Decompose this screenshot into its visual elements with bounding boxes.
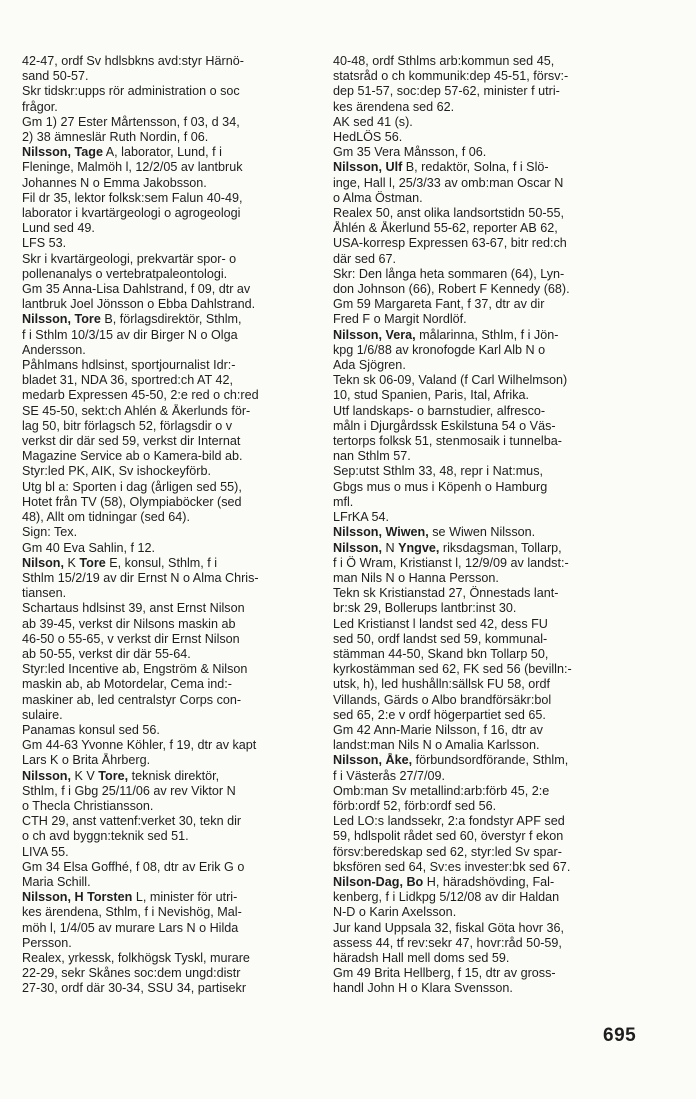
entry-text: teknisk direktör, xyxy=(128,768,220,783)
entry-text: Utg bl a: Sporten i dag (årligen sed 55), xyxy=(22,479,242,494)
right-column-line xyxy=(333,677,636,692)
right-column-line xyxy=(333,617,636,632)
entry-name: Nilsson, Tore xyxy=(22,312,101,327)
right-column-line xyxy=(333,541,636,556)
left-column-line xyxy=(22,921,320,936)
left-column-line xyxy=(22,905,320,920)
right-column-line xyxy=(333,191,636,206)
entry-text: Lars K o Brita Åhrberg. xyxy=(22,753,151,768)
entry-text: N xyxy=(382,540,399,555)
left-column-line xyxy=(22,312,320,327)
entry-text: mfl. xyxy=(333,494,354,509)
left-column-line xyxy=(22,723,320,738)
right-column-line xyxy=(333,464,636,479)
left-column-line xyxy=(22,495,320,510)
entry-text: Andersson. xyxy=(22,342,86,357)
left-column-line xyxy=(22,84,320,99)
right-column-line xyxy=(333,981,636,996)
right-column xyxy=(333,54,636,997)
left-column-line xyxy=(22,738,320,753)
right-column-line xyxy=(333,966,636,981)
entry-text: Led Kristianst l landst sed 42, dess FU xyxy=(333,616,548,631)
entry-text: 42-47, ordf Sv hdlsbkns avd:styr Härnö- xyxy=(22,54,244,68)
entry-text: o ch avd byggn:teknik sed 51. xyxy=(22,829,189,844)
right-column-line xyxy=(333,145,636,160)
entry-text: kyrkostämman sed 62, FK sed 56 (bevilln:- xyxy=(333,662,572,677)
right-column-line xyxy=(333,328,636,343)
right-column-line xyxy=(333,176,636,191)
entry-text: 46-50 o 55-65, v verkst dir Ernst Nilson xyxy=(22,631,240,646)
entry-text: Led LO:s landssekr, 2:a fondstyr APF sed xyxy=(333,814,565,829)
entry-text: sand 50-57. xyxy=(22,69,89,84)
entry-text: 27-30, ordf där 30-34, SSU 34, partisekr xyxy=(22,981,247,996)
entry-text: kes ärendena, Sthlm, f i Nevishög, Mal- xyxy=(22,905,242,920)
right-column-line xyxy=(333,890,636,905)
right-column-line xyxy=(333,297,636,312)
left-column-line xyxy=(22,434,320,449)
entry-text: o Thecla Christiansson. xyxy=(22,798,154,813)
left-column-line xyxy=(22,860,320,875)
entry-text: nan Sthlm 57. xyxy=(333,449,411,464)
entry-name: Nilsson, Ulf xyxy=(333,160,403,175)
entry-text: Påhlmans hdlsinst, sportjournalist Idr:- xyxy=(22,358,236,373)
entry-name: Tore xyxy=(79,555,106,570)
entry-name: Yngve, xyxy=(398,540,440,555)
right-column-line xyxy=(333,312,636,327)
entry-text: f i Ö Wram, Kristianst l, 12/9/09 av landst:- xyxy=(333,555,569,570)
entry-text: don Johnson (66), Robert F Kennedy (68). xyxy=(333,282,570,297)
entry-text: Johannes N o Emma Jakobsson. xyxy=(22,175,207,190)
entry-text: sed 50, ordf landst sed 59, kommunal- xyxy=(333,631,548,646)
left-column-line xyxy=(22,845,320,860)
left-column-line xyxy=(22,373,320,388)
left-column-line xyxy=(22,221,320,236)
left-column-line xyxy=(22,890,320,905)
left-column-line xyxy=(22,419,320,434)
left-column-line xyxy=(22,480,320,495)
entry-text: o Alma Östman. xyxy=(333,190,423,205)
right-column-line xyxy=(333,419,636,434)
entry-text: ab 39-45, verkst dir Nilsons maskin ab xyxy=(22,616,236,631)
entry-text: 48), Allt om tidningar (sed 64). xyxy=(22,510,190,525)
right-column-line xyxy=(333,343,636,358)
left-column-line xyxy=(22,541,320,556)
entry-text: H, häradshövding, Fal- xyxy=(423,874,555,889)
entry-text: Sep:utst Sthlm 33, 48, repr i Nat:mus, xyxy=(333,464,543,479)
entry-text: statsråd o ch kommunik:dep 45-51, försv:- xyxy=(333,69,569,84)
left-column-line xyxy=(22,647,320,662)
entry-text: Sthlm 15/2/19 av dir Ernst N o Alma Chris- xyxy=(22,570,259,585)
page-number: 695 xyxy=(603,1025,637,1046)
entry-text: 59, hdlspolit rådet sed 60, överstyr f ekon xyxy=(333,829,564,844)
left-column-line xyxy=(22,54,320,69)
left-column-line xyxy=(22,769,320,784)
entry-text: förb:ordf 52, förb:ordf sed 56. xyxy=(333,798,497,813)
right-column-line xyxy=(333,693,636,708)
entry-text: lantbruk Joel Jönsson o Ebba Dahlstrand. xyxy=(22,297,256,312)
entry-text: f i Västerås 27/7/09. xyxy=(333,768,446,783)
right-column-line xyxy=(333,769,636,784)
right-column-line xyxy=(333,662,636,677)
left-column-line xyxy=(22,784,320,799)
entry-text: 2) 38 ämneslär Ruth Nordin, f 06. xyxy=(22,130,209,145)
entry-text: Gm 35 Vera Månsson, f 06. xyxy=(333,145,487,160)
right-column-line xyxy=(333,814,636,829)
right-column-line xyxy=(333,160,636,175)
entry-text: Sthlm, f i Gbg 25/11/06 av rev Viktor N xyxy=(22,783,236,798)
entry-text: Gm 59 Margareta Fant, f 37, dtr av dir xyxy=(333,297,545,312)
entry-text: maskiner ab, led centralstyr Corps con- xyxy=(22,692,242,707)
entry-text: tertorps folksk 51, stenmosaik i tunnelba- xyxy=(333,434,562,449)
entry-text: riksdagsman, Tollarp, xyxy=(439,540,562,555)
right-column-line xyxy=(333,282,636,297)
entry-text: Styr:led PK, AIK, Sv ishockeyförb. xyxy=(22,464,211,479)
entry-text: LFrKA 54. xyxy=(333,510,390,525)
entry-text: landst:man Nils N o Amalia Karlsson. xyxy=(333,738,540,753)
entry-text: försv:beredskap sed 62, styr:led Sv spar- xyxy=(333,844,562,859)
right-column-line xyxy=(333,829,636,844)
left-column-line xyxy=(22,617,320,632)
entry-text: Omb:man Sv metallind:arb:förb 45, 2:e xyxy=(333,783,550,798)
right-column-line xyxy=(333,54,636,69)
entry-text: se Wiwen Nilsson. xyxy=(428,525,536,540)
right-column-line xyxy=(333,905,636,920)
entry-text: Skr tidskr:upps rör administration o soc xyxy=(22,84,240,99)
entry-text: f i Sthlm 10/3/15 av dir Birger N o Olga xyxy=(22,327,238,342)
left-column-line xyxy=(22,464,320,479)
right-column-line xyxy=(333,449,636,464)
left-column-line xyxy=(22,358,320,373)
left-column-line xyxy=(22,586,320,601)
entry-text: stämman 44-50, Skand bkn Tollarp 50, xyxy=(333,646,549,661)
right-column-line xyxy=(333,647,636,662)
left-column-line xyxy=(22,981,320,996)
entry-text: man Nils N o Hanna Persson. xyxy=(333,570,499,585)
left-column-line xyxy=(22,100,320,115)
entry-text: Styr:led Incentive ab, Engström & Nilson xyxy=(22,662,248,677)
entry-text: handl John H o Klara Svensson. xyxy=(333,981,513,996)
entry-name: Nilsson, Vera, xyxy=(333,327,416,342)
right-column-line xyxy=(333,784,636,799)
entry-text: A, laborator, Lund, f i xyxy=(102,145,222,160)
entry-text: häradsh Hall mell doms sed 59. xyxy=(333,950,510,965)
left-column-line xyxy=(22,693,320,708)
left-column-line xyxy=(22,753,320,768)
right-column-line xyxy=(333,799,636,814)
right-column-line xyxy=(333,252,636,267)
entry-text: Åhlén & Åkerlund 55-62, reporter AB 62, xyxy=(333,221,558,236)
right-column-line xyxy=(333,601,636,616)
right-column-line xyxy=(333,373,636,388)
right-column-line xyxy=(333,556,636,571)
entry-text: Ada Sjögren. xyxy=(333,358,406,373)
entry-text: Gbgs mus o mus i Köpenh o Hamburg xyxy=(333,479,548,494)
right-column-line xyxy=(333,206,636,221)
entry-text: Maria Schill. xyxy=(22,874,91,889)
left-column-line xyxy=(22,829,320,844)
right-column-line xyxy=(333,860,636,875)
right-column-line xyxy=(333,221,636,236)
entry-text: målarinna, Sthlm, f i Jön- xyxy=(415,327,559,342)
entry-text: Gm 49 Brita Hellberg, f 15, dtr av gross- xyxy=(333,966,556,981)
entry-text: B, förlagsdirektör, Sthlm, xyxy=(100,312,242,327)
right-column-line xyxy=(333,723,636,738)
entry-text: verkst dir där sed 59, verkst dir Internat xyxy=(22,434,241,449)
right-column-line xyxy=(333,130,636,145)
left-column-line xyxy=(22,449,320,464)
left-column-line xyxy=(22,206,320,221)
entry-text: Gm 35 Anna-Lisa Dahlstrand, f 09, dtr av xyxy=(22,282,251,297)
right-column-line xyxy=(333,753,636,768)
entry-text: HedLÖS 56. xyxy=(333,130,403,145)
entry-text: br:sk 29, Bollerups lantbr:inst 30. xyxy=(333,601,517,616)
right-column-line xyxy=(333,267,636,282)
right-column-line xyxy=(333,236,636,251)
left-column-line xyxy=(22,571,320,586)
entry-name: Nilson-Dag, Bo xyxy=(333,874,424,889)
left-column-line xyxy=(22,69,320,84)
entry-text: Lund sed 49. xyxy=(22,221,95,236)
entry-text: Jur kand Uppsala 32, fiskal Göta hovr 36, xyxy=(333,920,565,935)
entry-text: Realex, yrkessk, folkhögsk Tyskl, murare xyxy=(22,950,250,965)
right-column-line xyxy=(333,358,636,373)
entry-text: Utf landskaps- o barnstudier, alfresco- xyxy=(333,403,546,418)
entry-text: K xyxy=(63,555,80,570)
entry-text: förbundsordförande, Sthlm, xyxy=(412,753,569,768)
entry-text: laborator i kvartärgeologi o agrogeologi xyxy=(22,206,241,221)
right-column-line xyxy=(333,571,636,586)
right-column-line xyxy=(333,434,636,449)
right-column-line xyxy=(333,115,636,130)
entry-text: E, konsul, Sthlm, f i xyxy=(105,555,218,570)
entry-text: L, minister för utri- xyxy=(132,890,238,905)
right-column-line xyxy=(333,951,636,966)
entry-text: utsk, h), led hushålln:sällsk FU 58, ordf xyxy=(333,677,550,692)
entry-text: Sign: Tex. xyxy=(22,525,78,540)
entry-text: 22-29, sekr Skånes soc:dem ungd:distr xyxy=(22,966,241,981)
entry-text: Fleninge, Malmöh l, 12/2/05 av lantbruk xyxy=(22,160,243,175)
entry-name: Nilsson, xyxy=(333,540,382,555)
entry-name: Nilsson, Tage xyxy=(22,145,103,160)
entry-text: N-D o Karin Axelsson. xyxy=(333,905,457,920)
entry-text: Panamas konsul sed 56. xyxy=(22,722,160,737)
left-column-line xyxy=(22,556,320,571)
entry-text: Skr i kvartärgeologi, prekvartär spor- o xyxy=(22,251,237,266)
left-column-line xyxy=(22,525,320,540)
left-column-line xyxy=(22,601,320,616)
right-column-line xyxy=(333,480,636,495)
entry-text: kes ärendena sed 62. xyxy=(333,99,455,114)
left-column-line xyxy=(22,814,320,829)
entry-name: Nilsson, xyxy=(22,768,71,783)
entry-text: Persson. xyxy=(22,935,72,950)
right-column-line xyxy=(333,510,636,525)
right-column-line xyxy=(333,845,636,860)
left-column-line xyxy=(22,343,320,358)
entry-text: CTH 29, anst vattenf:verket 30, tekn dir xyxy=(22,814,242,829)
left-column-line xyxy=(22,875,320,890)
right-column-line xyxy=(333,632,636,647)
entry-text: Fil dr 35, lektor folksk:sem Falun 40-49, xyxy=(22,190,243,205)
left-column-line xyxy=(22,936,320,951)
entry-text: Tekn sk 06-09, Valand (f Carl Wilhelmson) xyxy=(333,373,568,388)
right-column-line xyxy=(333,875,636,890)
entry-name: Nilson, xyxy=(22,555,64,570)
entry-text: LFS 53. xyxy=(22,236,67,251)
entry-text: tiansen. xyxy=(22,586,67,601)
right-column-line xyxy=(333,84,636,99)
entry-text: bksfören sed 64, Sv:es invester:bk sed 67. xyxy=(333,859,571,874)
entry-text: B, redaktör, Solna, f i Slö- xyxy=(402,160,549,175)
entry-name: Nilsson, Åke, xyxy=(333,753,413,768)
right-column-line xyxy=(333,100,636,115)
entry-text: assess 44, tf rev:sekr 47, hovr:råd 50-59, xyxy=(333,935,562,950)
entry-text: pollenanalys o vertebratpaleontologi. xyxy=(22,266,228,281)
right-column-line xyxy=(333,525,636,540)
entry-text: Tekn sk Kristianstad 27, Önnestads lant- xyxy=(333,586,559,601)
left-column xyxy=(22,54,320,997)
left-column-line xyxy=(22,388,320,403)
entry-text: Gm 42 Ann-Marie Nilsson, f 16, dtr av xyxy=(333,722,543,737)
right-column-line xyxy=(333,738,636,753)
left-column-line xyxy=(22,510,320,525)
entry-text: Hotet från TV (58), Olympiaböcker (sed xyxy=(22,494,242,509)
entry-text: inge, Hall l, 25/3/33 av omb:man Oscar N xyxy=(333,175,564,190)
entry-text: möh l, 1/4/05 av murare Lars N o Hilda xyxy=(22,920,239,935)
entry-name: Nilsson, Wiwen, xyxy=(333,525,429,540)
right-column-line xyxy=(333,708,636,723)
entry-text: bladet 31, NDA 36, sportred:ch AT 42, xyxy=(22,373,233,388)
entry-text: dep 51-57, soc:dep 57-62, minister f utri- xyxy=(333,84,560,99)
left-column-line xyxy=(22,145,320,160)
left-column-line xyxy=(22,115,320,130)
right-column-line xyxy=(333,586,636,601)
right-column-line xyxy=(333,921,636,936)
left-column-line xyxy=(22,404,320,419)
entry-text: Fred F o Margit Nordlöf. xyxy=(333,312,467,327)
left-column-line xyxy=(22,662,320,677)
entry-text: kpg 1/6/88 av kronofogde Karl Alb N o xyxy=(333,342,546,357)
entry-text: Skr: Den långa heta sommaren (64), Lyn- xyxy=(333,266,565,281)
entry-text: Schartaus hdlsinst 39, anst Ernst Nilson xyxy=(22,601,245,616)
entry-text: lag 50, bitr förlagsch 52, förlagsdir o v xyxy=(22,418,233,433)
left-column-line xyxy=(22,282,320,297)
entry-text: Magazine Service ab o Kamera-bild ab. xyxy=(22,449,243,464)
left-column-line xyxy=(22,191,320,206)
left-column-line xyxy=(22,951,320,966)
entry-text: Villands, Gärds o Albo brandförsäkr:bol xyxy=(333,692,552,707)
entry-text: där sed 67. xyxy=(333,251,397,266)
entry-text: AK sed 41 (s). xyxy=(333,114,413,129)
entry-text: måln i Djurgårdssk Eskilstuna 54 o Väs- xyxy=(333,418,556,433)
entry-text: Realex 50, anst olika landsortstidn 50-55, xyxy=(333,206,565,221)
entry-text: Gm 44-63 Yvonne Köhler, f 19, dtr av kapt xyxy=(22,738,257,753)
left-column-line xyxy=(22,160,320,175)
left-column-line xyxy=(22,632,320,647)
left-column-line xyxy=(22,708,320,723)
left-column-line xyxy=(22,966,320,981)
left-column-line xyxy=(22,799,320,814)
right-column-line xyxy=(333,495,636,510)
entry-text: SE 45-50, sekt:ch Ahlén & Åkerlunds för- xyxy=(22,403,251,418)
right-column-line xyxy=(333,936,636,951)
entry-text: 10, stud Spanien, Paris, Ital, Afrika. xyxy=(333,388,530,403)
left-column-line xyxy=(22,267,320,282)
entry-text: kenberg, f i Lidkpg 5/12/08 av dir Haldan xyxy=(333,890,560,905)
right-column-line xyxy=(333,388,636,403)
left-column-line xyxy=(22,297,320,312)
entry-name: Tore, xyxy=(98,768,129,783)
entry-text: ab 50-55, verkst dir där 55-64. xyxy=(22,646,191,661)
entry-text: medarb Expressen 45-50, 2:e red o ch:red xyxy=(22,388,259,403)
entry-text: sed 65, 2:e v ordf högerpartiet sed 65. xyxy=(333,707,546,722)
entry-text: K V xyxy=(71,768,99,783)
entry-text: LIVA 55. xyxy=(22,844,69,859)
entry-text: sulaire. xyxy=(22,707,63,722)
entry-text: frågor. xyxy=(22,99,58,114)
left-column-line xyxy=(22,252,320,267)
entry-text: 40-48, ordf Sthlms arb:kommun sed 45, xyxy=(333,54,555,68)
left-column-line xyxy=(22,130,320,145)
left-column-line xyxy=(22,328,320,343)
right-column-line xyxy=(333,404,636,419)
entry-text: USA-korresp Expressen 63-67, bitr red:ch xyxy=(333,236,567,251)
entry-text: Gm 1) 27 Ester Mårtensson, f 03, d 34, xyxy=(22,114,240,129)
left-column-line xyxy=(22,677,320,692)
entry-name: Nilsson, H Torsten xyxy=(22,890,133,905)
left-column-line xyxy=(22,176,320,191)
entry-text: maskin ab, ab Motordelar, Cema ind:- xyxy=(22,677,232,692)
entry-text: Gm 40 Eva Sahlin, f 12. xyxy=(22,540,156,555)
left-column-line xyxy=(22,236,320,251)
entry-text: Gm 34 Elsa Goffhé, f 08, dtr av Erik G o xyxy=(22,859,245,874)
right-column-line xyxy=(333,69,636,84)
